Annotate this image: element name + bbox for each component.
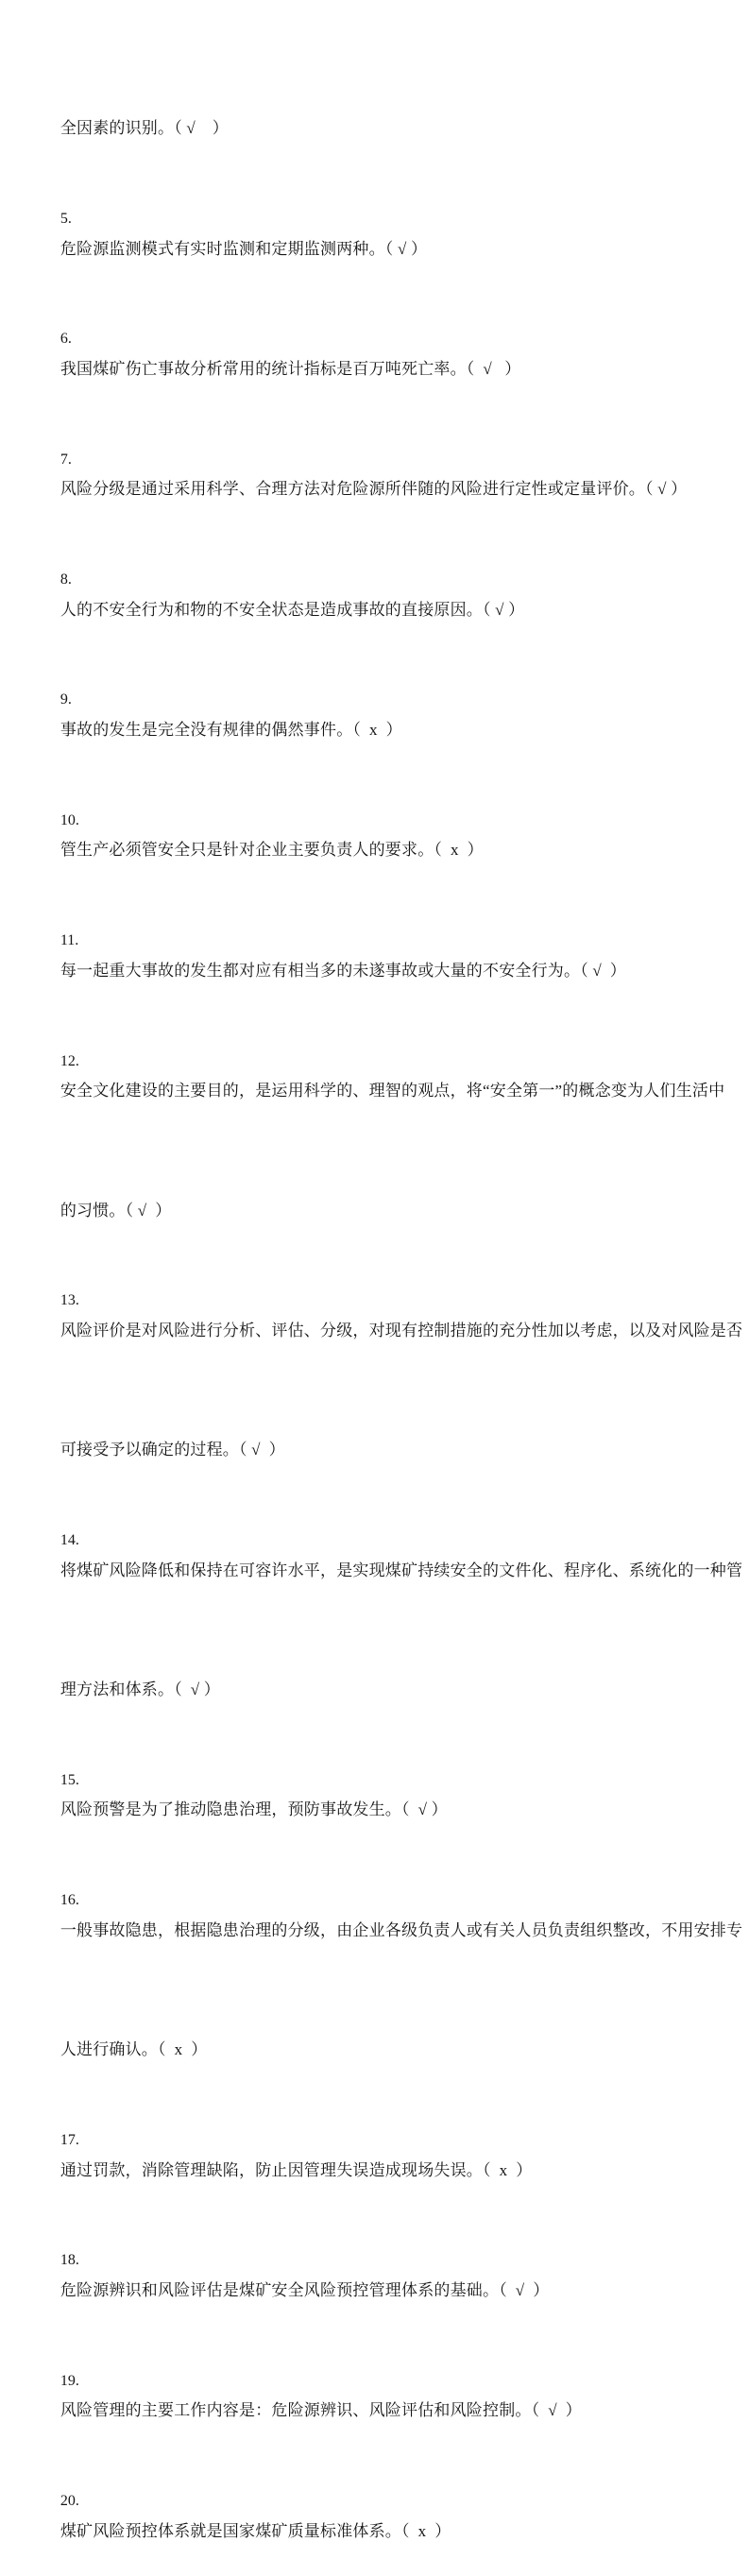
question-text: 的习惯。（ √ ）: [60, 1201, 172, 1220]
question-number: 16.: [60, 1892, 79, 1909]
question-text: 我国煤矿伤亡事故分析常用的统计指标是百万吨死亡率。（ √ ）: [60, 359, 521, 378]
question-number: 9.: [60, 691, 72, 708]
question-text: 安全文化建设的主要目的，是运用科学的、理智的观点，将“安全第一”的概念变为人们生活中: [60, 1082, 725, 1100]
question-number: 11.: [60, 932, 79, 949]
question-number: 20.: [60, 2493, 79, 2510]
question-number: 15.: [60, 1771, 79, 1788]
question-line: [43, 294, 706, 414]
question-number: 19.: [60, 2372, 79, 2389]
question-line: [43, 1255, 743, 1375]
question-number: 12.: [60, 1052, 79, 1069]
question-number: 8.: [60, 571, 72, 589]
question-text: 人的不安全行为和物的不安全状态是造成事故的直接原因。（ √ ）: [60, 600, 525, 619]
question-text: 全因素的识别。（ √ ）: [60, 119, 229, 138]
question-number: 10.: [60, 811, 79, 828]
question-line: [43, 1975, 706, 2094]
question-text: 理方法和体系。（ √ ）: [60, 1680, 220, 1699]
quiz-text-block: [43, 54, 743, 2576]
question-text: 事故的发生是完全没有规律的偶然事件。（ x ）: [60, 721, 402, 740]
question-number: 7.: [60, 451, 72, 468]
question-text: 通过罚款，消除管理缺陷，防止因管理失误造成现场失误。（ x ）: [60, 2160, 533, 2179]
question-line: [43, 2335, 706, 2455]
question-line: [43, 1855, 743, 1975]
question-line: [43, 1495, 743, 1615]
question-text: 一般事故隐患，根据隐患治理的分级，由企业各级负责人或有关人员负责组织整改，不用安排专: [60, 1920, 743, 1939]
question-line: [43, 2215, 706, 2335]
question-line: [43, 173, 706, 293]
question-number: 13.: [60, 1292, 79, 1309]
question-number: 6.: [60, 331, 72, 348]
question-text: 风险分级是通过采用科学、合理方法对危险源所伴随的风险进行定性或定量评价。（ √ ）: [60, 480, 688, 499]
question-line: [43, 655, 706, 775]
question-number: 5.: [60, 210, 72, 227]
question-line: [43, 2456, 706, 2576]
question-text: 风险管理的主要工作内容是：危险源辨识、风险评估和风险控制。（ √ ）: [60, 2401, 582, 2420]
question-text: 危险源监测模式有实时监测和定期监测两种。（ √ ）: [60, 239, 428, 258]
question-line: [43, 1135, 706, 1254]
question-number: 17.: [60, 2131, 79, 2148]
question-text: 风险预警是为了推动隐患治理，预防事故发生。（ √ ）: [60, 1800, 448, 1819]
question-text: 可接受予以确定的过程。（ √ ）: [60, 1441, 285, 1459]
question-line: [43, 2094, 706, 2214]
question-text: 将煤矿风险降低和保持在可容许水平，是实现煤矿持续安全的文件化、程序化、系统化的一种管: [60, 1561, 743, 1579]
question-text: 风险评价是对风险进行分析、评估、分级，对现有控制措施的充分性加以考虑，以及对风险是否: [60, 1321, 743, 1339]
question-number: 14.: [60, 1532, 79, 1549]
question-line: [43, 1615, 706, 1734]
question-text: 危险源辨识和风险评估是煤矿安全风险预控管理体系的基础。（ √ ）: [60, 2280, 550, 2299]
question-line: [43, 1734, 706, 1854]
question-text: 人进行确认。（ x ）: [60, 2040, 208, 2059]
question-number: 18.: [60, 2252, 79, 2269]
question-line: [43, 1015, 725, 1135]
question-line: [43, 1375, 706, 1494]
question-line: [43, 535, 706, 655]
question-text: 管生产必须管安全只是针对企业主要负责人的要求。（ x ）: [60, 841, 484, 860]
question-line: [43, 414, 706, 534]
question-line: [43, 896, 706, 1015]
question-line: [43, 54, 706, 173]
question-text: 每一起重大事故的发生都对应有相当多的未遂事故或大量的不安全行为。（ √ ）: [60, 961, 626, 980]
question-text: 煤矿风险预控体系就是国家煤矿质量标准体系。（ x ）: [60, 2521, 451, 2540]
question-line: [43, 775, 706, 895]
